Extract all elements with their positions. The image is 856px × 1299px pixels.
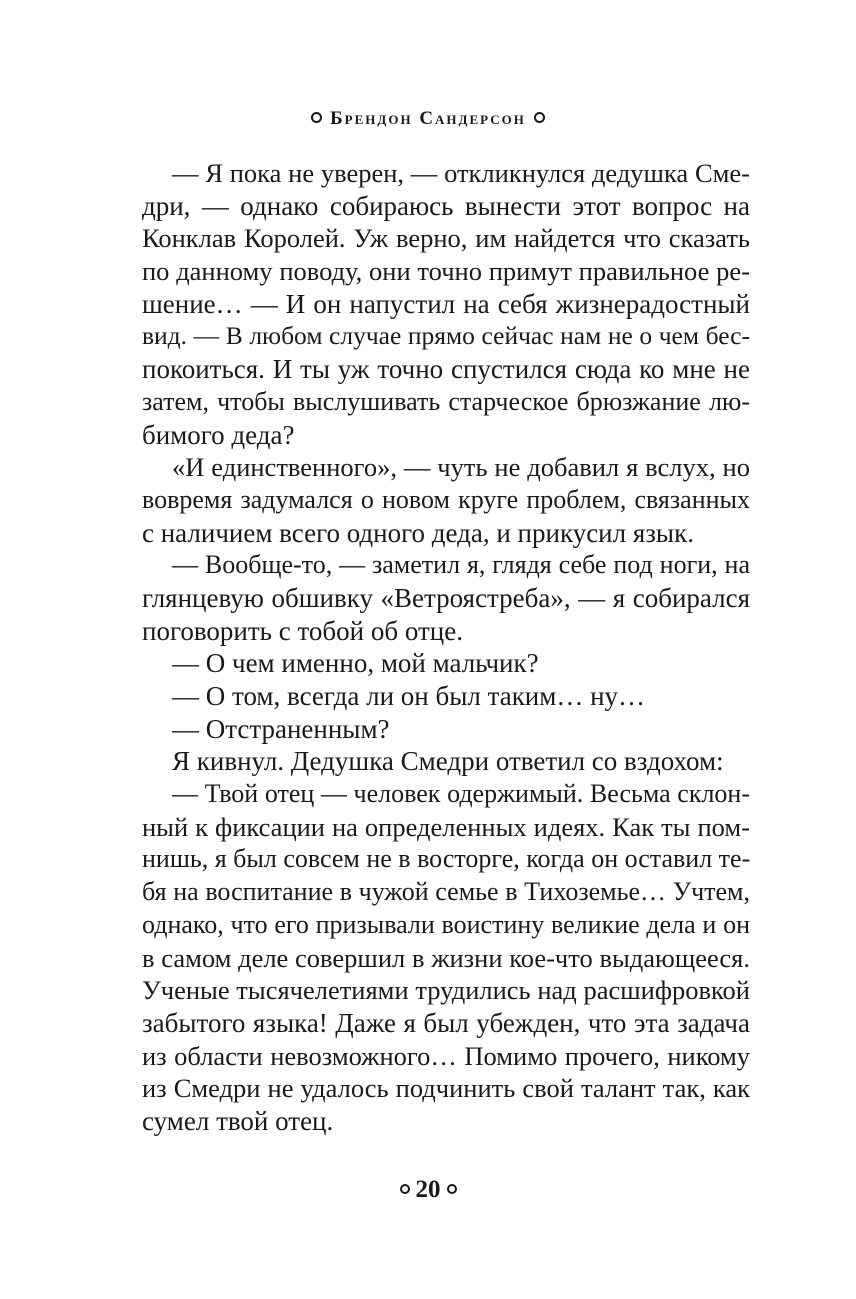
text-line: Ученые тысячелетиями трудились над расшифровкой (142, 975, 750, 1006)
text-line: сумел твой отец. (142, 1105, 334, 1136)
text-line: забытого языка! Даже я был убежден, что эта задача (142, 1007, 750, 1038)
text-line: из Смедри не удалось подчинить свой талант так, как (142, 1073, 750, 1104)
left-ornament-icon (311, 112, 322, 123)
text-line: шение… — И он напустил на себя жизнерадостный (142, 288, 750, 319)
right-ornament-icon (534, 112, 545, 123)
text-line: — Твой отец — человек одержимый. Весьма склон- (172, 779, 750, 809)
text-line: затем, чтобы выслушивать старческое брюзжание лю- (142, 386, 750, 416)
text-line: бя на воспитание в чужой семье в Тихоземье… Учтем, (142, 877, 750, 907)
running-header (0, 108, 856, 130)
text-line: нишь, я был совсем не в восторге, когда он оставил те- (142, 844, 751, 874)
text-line: по данному поводу, они точно примут правильное ре- (142, 256, 750, 287)
text-line: «И единственного», — чуть не добавил я вслух, но (172, 452, 750, 483)
text-line: — Вообще-то, — заметил я, глядя себе под ноги, на (172, 550, 750, 580)
text-line: однако, что его призывали воистину великие дела и он (142, 909, 750, 939)
text-line: из области невозможного… Помимо прочего, никому (142, 1040, 750, 1071)
left-ornament-icon (400, 1184, 410, 1194)
page-number: 20 (415, 1176, 441, 1203)
text-line: — Я пока не уверен, — откликнулся дедушка Сме- (172, 158, 750, 188)
text-line: дри, — однако собираюсь вынести этот вопрос на (142, 190, 750, 221)
text-line: вовремя задумался о новом круге проблем, связанных (142, 484, 750, 514)
text-line: глянцевую обшивку «Ветроястреба», — я собирался (142, 582, 750, 613)
author-name: Брендон Сандерсон (330, 108, 526, 129)
text-line: с наличием всего одного деда, и прикусил язык. (142, 517, 694, 548)
text-line: в самом деле совершил в жизни кое-что выдающееся. (142, 942, 750, 973)
text-line: Я кивнул. Дедушка Смедри ответил со вздохом: (172, 746, 724, 777)
text-line: покоиться. И ты уж точно спустился сюда ко мне не (142, 354, 750, 385)
text-line: вид. — В любом случае прямо сейчас нам не о чем бес- (142, 321, 750, 351)
text-line: Конклав Королей. Уж верно, им найдется что сказать (142, 223, 750, 254)
text-line: — О том, всегда ли он был таким… ну… (172, 681, 646, 711)
text-line: поговорить с тобой об отце. (142, 615, 463, 646)
text-line: — Отстраненным? (172, 713, 390, 744)
text-line: бимого деда? (142, 419, 295, 450)
text-line: — О чем именно, мой мальчик? (172, 648, 539, 679)
text-line: ный к фиксации на определенных идеях. Как ты пом- (142, 811, 750, 842)
right-ornament-icon (447, 1184, 457, 1194)
body-text (142, 157, 750, 1138)
page-footer (0, 1176, 856, 1204)
